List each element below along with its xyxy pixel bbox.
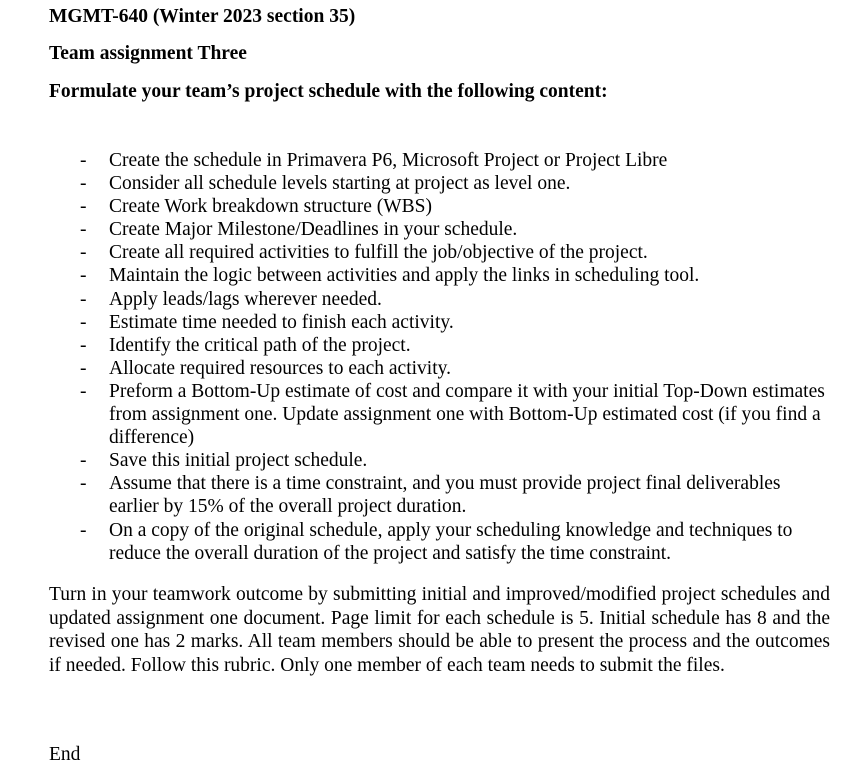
list-item: [0, 149, 866, 172]
task-text: Identify the critical path of the project.: [109, 334, 411, 356]
list-item: [0, 241, 866, 264]
list-item: [0, 264, 866, 287]
bullet-dash: -: [80, 311, 87, 333]
list-item: [0, 449, 866, 472]
bullet-dash: -: [80, 242, 87, 264]
list-item: [0, 195, 866, 218]
closing-paragraph: Turn in your teamwork outcome by submitting initial and improved/modified project schedules and updated assignment one document. Page limit for each schedule is 5. Initial schedule has 8 and the revised one has 2 marks. All team members should be able to present the process and the outcomes if needed. Follow this rubric. Only one member of each team needs to submit the files.: [49, 584, 830, 676]
instruction-heading: Formulate your team’s project schedule with the following content:: [49, 81, 608, 102]
course-title: MGMT-640 (Winter 2023 section 35): [49, 6, 356, 27]
task-text: On a copy of the original schedule, apply your scheduling knowledge and techniques to reduce the overall duration of the project and satisfy the time constraint.: [109, 519, 793, 564]
list-item: [0, 288, 866, 311]
task-text: Estimate time needed to finish each activity.: [109, 311, 454, 333]
list-item: [0, 380, 866, 449]
assignment-title: Team assignment Three: [49, 43, 247, 64]
list-item: [0, 519, 866, 565]
bullet-dash: -: [80, 265, 87, 287]
task-text: Create Major Milestone/Deadlines in your schedule.: [109, 219, 518, 241]
task-text: Save this initial project schedule.: [109, 450, 368, 472]
bullet-dash: -: [80, 473, 87, 495]
list-item: [0, 311, 866, 334]
task-list: [0, 149, 866, 565]
list-item: [0, 334, 866, 357]
bullet-dash: -: [80, 357, 87, 379]
task-text: Create the schedule in Primavera P6, Microsoft Project or Project Libre: [109, 150, 668, 171]
bullet-dash: -: [80, 219, 87, 241]
task-text: Preform a Bottom-Up estimate of cost and compare it with your initial Top-Down estimates from assignment one. Update assignment one with Bottom-Up estimated cost (if you find a difference): [109, 380, 825, 449]
bullet-dash: -: [80, 334, 87, 356]
task-text: Allocate required resources to each activity.: [109, 357, 451, 379]
list-item: [0, 218, 866, 241]
bullet-dash: -: [80, 288, 87, 310]
task-text: Assume that there is a time constraint, and you must provide project final deliverables earlier by 15% of the overall project duration.: [109, 473, 781, 518]
list-item: [0, 357, 866, 380]
bullet-dash: -: [80, 196, 87, 218]
bullet-dash: -: [80, 173, 87, 195]
bullet-dash: -: [80, 380, 87, 402]
task-text: Apply leads/lags wherever needed.: [109, 288, 382, 310]
task-text: Consider all schedule levels starting at project as level one.: [109, 173, 571, 195]
end-text: End: [49, 744, 81, 765]
list-item: [0, 472, 866, 518]
bullet-dash: -: [80, 519, 87, 541]
bullet-dash: -: [80, 450, 87, 472]
task-text: Maintain the logic between activities and apply the links in scheduling tool.: [109, 265, 700, 287]
task-text: Create Work breakdown structure (WBS): [109, 196, 432, 218]
bullet-dash: -: [80, 150, 87, 171]
task-text: Create all required activities to fulfill the job/objective of the project.: [109, 242, 648, 264]
list-item: [0, 172, 866, 195]
